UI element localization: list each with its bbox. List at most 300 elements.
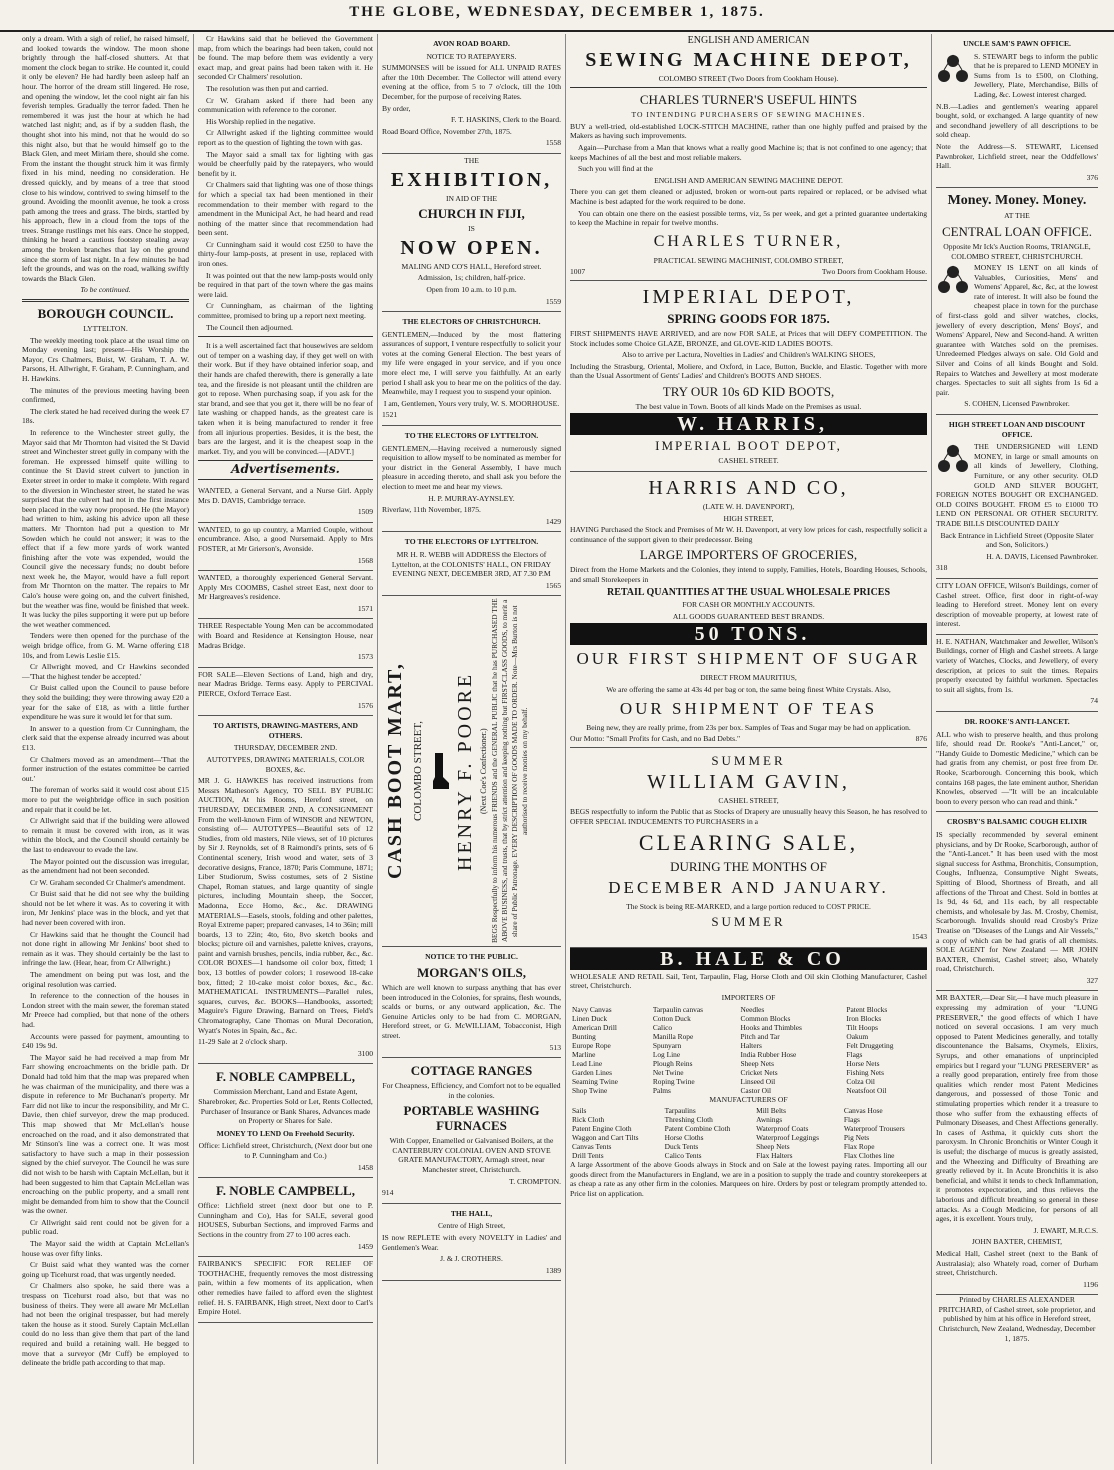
classified-ad — [198, 668, 373, 716]
oils-ad — [382, 947, 561, 1058]
ad-title: IMPERIAL DEPOT, — [642, 285, 855, 308]
divider — [570, 87, 927, 88]
ad-address: HIGH STREET, — [723, 513, 774, 523]
election-ad — [382, 532, 561, 596]
article-paragraph: Cr Buist called upon the Council to pause before they sold the building; they were throwing away £20 a year for the sake of £18, as with a little further expenditure he was sure it would let for that sum. — [22, 683, 189, 722]
ad-heading: SUMMER — [711, 914, 786, 930]
table-cell: Cotton Duck — [652, 1013, 691, 1023]
soap-advert: It is a well ascertained fact that housewives are seldom out of temper on a washing day, if they get well on with their work. But if they have obtained inferior soap, and their hands are chafed therewith, there is generally a late tea, and the fireside is not pleasant until the children are got to repose. When purchasing soap, if you ask for the star brand, and see that you get it, there will be no fear of late washing or chapped hands, as the greatest care is taken when it is being manufactured to render it free from all injurious properties. Besides, it is the best, the bars are the largest, and it is the cheapest soap in the market. Try, and you will be convinced.—[ADVT.] — [198, 341, 373, 456]
article-paragraph: In reference to the connection of the houses in London street with the main sewer, the foreman stated Mr Preece had complied, but that none of the others had. — [22, 991, 189, 1029]
nathan-ad — [936, 635, 1098, 712]
ad-number: 327 — [1086, 975, 1098, 985]
columns — [18, 34, 1102, 1464]
ad-heading: ENGLISH AND AMERICAN — [687, 35, 810, 46]
table-cell: Manilla Rope — [652, 1031, 694, 1041]
article-paragraph: Cr Chalmers moved as an amendment—'That the former instruction of the estates committee be carried out.' — [22, 754, 189, 783]
high-street-loan-ad — [936, 415, 1098, 579]
ad-date: THURSDAY, DECEMBER 2ND. — [233, 743, 338, 753]
article-paragraph: Cr Allwright moved, and Cr Hawkins seconded—'That the highest tender be accepted.' — [22, 662, 189, 681]
ad-text: MR H. R. WEBB will ADDRESS the Electors of Lyttelton, at the COLONISTS' HALL, ON FRIDAY EVENING NEXT, DECEMBER 3RD, AT 7.30 P.M — [391, 549, 552, 579]
ad-number: 914 — [382, 1188, 394, 1198]
article-paragraph: In answer to a question from Cr Cunningham, the clerk said that the expense already incurred was about £13. — [22, 723, 189, 752]
ad-address: CASHEL STREET, — [718, 795, 779, 805]
ad-subheading: Centre of High Street, — [437, 1221, 506, 1231]
table-cell: Garden Lines — [572, 1067, 613, 1077]
article-paragraph: The clerk stated he had received during the week £7 18s. — [22, 406, 189, 426]
article-paragraph: The Mayor said a small tax for lighting with gas would be cheerfully paid by the ratepayers, who would benefit by it. — [198, 149, 373, 178]
ad-text: IN AID OF THE — [445, 193, 498, 203]
ad-text: FIRST SHIPMENTS HAVE ARRIVED, and are now FOR SALE, at Prices that will DEFY COMPETITION. The Stock includes some Choice GLAZE, BRONZE, and GLOVE-KID LADIES BOOTS. — [570, 328, 927, 348]
table-cell: Awnings — [756, 1115, 783, 1125]
ad-subheading: OUR SHIPMENT OF TEAS — [619, 698, 878, 718]
ad-number: 1576 — [357, 700, 373, 710]
table-cell: Lead Line — [572, 1058, 603, 1068]
ad-text: WHOLESALE AND RETAIL Sail, Tent, Tarpaulin, Flag, Horse Cloth and Oil skin Clothing Manufacturer, Cashel street, Christchurch. — [570, 971, 927, 991]
ad-text: MONEY IS LENT on all kinds of Valuables, Curiosities, Mens' and Womens' Apparel, &c, &c, at the lowest rate of interest. It will also be found the cheapest place in town for the purchase of first-class gold and silver watches, clocks, jewellery of every description, Mens' Boys', and Womens' Apparel, New and Second-hand. A written guarantee with Watches sold on the premises. Unredeemed Pledges always on sale. Old Gold and Silver and Coins of all kinds Bought and Sold. Repairs to Watches and Jewellery at most moderate charges. Spectacles to suit all sights from 1s 6d a pair. — [936, 263, 1098, 397]
table-cell: Horse Nets — [846, 1058, 880, 1068]
ad-text: BEGS Respectfully to inform his numerous FRIENDS and the GENERAL PUBLIC that he has PURCHASED THE ABOVE BUSINESS, and trusts, that by strict attention and keeping nothing but FIRST-CLASS GOODS, to merit a share of Public Patronage. EVERY DESCRIPTION OF GOODS MADE TO ORDER. Note—Mrs Burton is not authorised to receive monies on my behalf. — [490, 599, 529, 944]
table-row — [570, 1014, 927, 1023]
table-cell: Sheep Nets — [740, 1058, 774, 1068]
article-paragraph: The amendment on being put was lost, and the original resolution was carried. — [22, 970, 189, 989]
table-cell: Halters — [740, 1040, 762, 1050]
ad-title: Money. Money. Money. — [947, 193, 1087, 209]
article-paragraph: Cr W. Graham asked if there had been any communication with reference to the coroner. — [198, 95, 373, 115]
ad-number: 1429 — [545, 516, 561, 526]
ad-heading: CENTRAL LOAN OFFICE. — [941, 223, 1093, 239]
ad-subheading: SPRING GOODS FOR 1875. — [667, 310, 830, 326]
ad-text: ALL GOODS GUARANTEED BEST BRANDS. — [672, 611, 825, 621]
cough-elixir-ad — [936, 812, 1098, 991]
ad-text: GENTLEMEN,—Induced by the most flattering assurances of support, I venture respectfully to solicit your votes at the coming General Election. The best years of my life were engaged in your service, and if you once more elect me, I will serve you faithfully. At an early period I shall ask you to hear me on the politics of the day. Meanwhile, may I request you to suspend your opinion. — [382, 329, 561, 397]
article-paragraph: Cr W. Graham seconded Cr Chalmer's amendment. — [30, 877, 186, 887]
ad-signature: F. T. HASKINS, Clerk to the Board. — [450, 115, 561, 125]
table-cell: Roping Twine — [652, 1076, 695, 1086]
advertisements-heading: Advertisements. — [231, 462, 340, 477]
table-cell: Neatsfoot Oil — [846, 1085, 887, 1095]
ad-heading: CROSBY'S BALSAMIC COUGH ELIXIR — [946, 817, 1088, 827]
table-row — [570, 1050, 927, 1059]
ad-number: 876 — [915, 734, 927, 744]
ad-address: MALING AND CO'S HALL, Hereford street. — [401, 261, 542, 271]
ad-subheading: AUTOTYPES, DRAWING MATERIALS, COLOR BOXES, &c. — [206, 755, 365, 774]
table-cell: Rick Cloth — [572, 1115, 605, 1125]
ad-address: COLOMBO STREET (Two Doors from Cookham House). — [658, 73, 839, 83]
ad-text: Direct from the Home Markets and the Colonies, they intend to supply, Families, Hotels, Boarding Houses, Schools, and small Storekeepers in — [570, 565, 927, 585]
city-loan-ad — [936, 579, 1098, 635]
article-paragraph: Cr Hawkins said that he thought the Council had not done right in allowing Mr Jenkins' boot shed to remain as it was. They should certainly be the last to infringe the law. (Hear, hear, from Cr Allwright.) — [22, 929, 189, 968]
ad-subheading: TRY OUR 10s 6D KID BOOTS, — [662, 383, 835, 399]
ad-text: WANTED, a thoroughly experienced General Servant. Apply Mrs COOMBS, Cashel street East, next door to Mr Hargreaves's residence. — [198, 573, 373, 602]
ad-text: You can obtain one there on the easiest possible terms, viz, 5s per week, and get a printed guarantee undertaking to keep the Machine in repair for twelve months. — [570, 208, 927, 228]
table-cell: Mill Belts — [756, 1106, 786, 1116]
table-cell: Calico — [652, 1022, 673, 1032]
ad-heading: F. NOBLE CAMPBELL, — [216, 1069, 355, 1085]
ad-title: CLEARING SALE, — [638, 829, 859, 855]
ad-text: THE — [464, 155, 479, 165]
table-cell: Tilt Hoops — [846, 1022, 878, 1032]
ad-title: W. HARRIS, — [570, 413, 927, 435]
ad-text: S. STEWART begs to inform the public that he is prepared to LEND MONEY in Sums from 1s to £500, on Clothing, Jewellery, Plate, Merchandise, Bills of Lading, &c. Lowest interest charged. — [974, 51, 1098, 99]
ad-heading: DR. ROOKE'S ANTI-LANCET. — [964, 717, 1070, 727]
ad-text: MR J. G. HAWKES has received instructions from Messrs Matheson's Agency, TO SELL BY PUBLIC AUCTION, At his Rooms, Hereford street, on THURSDAY, DECEMBER 2ND, A CONSIGNMENT From the well-known Firm of WINSOR and NEWTON, consisting of— AUTOTYPES—Beautiful sets of 12 Studies, from old masters, Nile views, set of 10 pictures by Sir J. Reynolds, set of 8 Raimondi's prints, sets of 6 Continental scenery, Irish wood and water, sets of 3 decorative designs, France, 1870; Paris Commune, 1871; Liber Studiorum, Swiss costumes, sets of 2 Sistine Chapel, Roman statues, and large quantity of single pictures, including Mountain sheep, the Soccer, Madonna, Ecce Homo, &c., &c. DRAWING MATERIALS—Easels, stools, folding and other palettes, Royal Extreme paper; prepared canvases, 14 to 36in; mill boards, 13 to 22in; 4to, 6to, 8vo sketch books and blocks; picture oil and varnishes, palette knives, crayons, paint and varnish brushes, pencils, india rubber, &c., &c. COLOR BOXES—1 handsome oil color box, fitted; 1 box, 13 bottles of powder colors; 1 rosewood 18-cake box, fitted; 2 10-cake moist color boxes, &c., &c. MATHEMATICAL INSTRUMENTS—Parallel rules, squares, curves, &c. BOOKS—Handbooks, assorted; Maguire's Figure Drawing, Barnard on Trees, Field's Chromatography, Cane Thomas on Mural Decoration, Wyatt's Notes in Spain, &c., &c. — [198, 776, 373, 1035]
ad-signature: T. CROMPTON. — [509, 1176, 561, 1186]
ad-footer-row — [570, 267, 927, 277]
article-paragraph: The Mayor said he had received a map from Mr Farr showing encroachments on the bridle path. Dr Donald had told him that the map was prepared when he was chairman of the municipality, and there was a dispute in reference to Mr Buchanan's property. Mr Farr did not like to incur the responsibility, and Mr C. Davie, then chief surveyor, drew the map produced. This map showed that Mr McLellan's house encroached on the road, and it also demonstrated that Mr Stinson's line was a correct one. It was most satisfactory to have such a map in their possession signed by the chief surveyor. The Council he was sure did not wish to be harsh with Captain McLellan, but it had been suggested to him that Captain McLellan was encroaching on the public property, and a small rent might be demanded from him to show that the Council was the owner. — [22, 1052, 189, 1216]
boot-icon — [428, 596, 452, 946]
ad-number: 1568 — [357, 555, 373, 565]
ad-number: 1459 — [357, 1241, 373, 1251]
ad-text: Also to arrive per Lactura, Novelties in Ladies' and Children's WALKING SHOES, — [621, 350, 876, 360]
table-row — [570, 1032, 927, 1041]
article-paragraph: Cr Hawkins said that he believed the Government map, from which the bearings had been taken, could not be found. The map before them was evidently a very exact map, and great pains had been taken with it. He seconded Cr Chalmers' resolution. — [198, 34, 373, 82]
ad-title: 50 TONS. — [570, 623, 927, 645]
auction-ad — [198, 716, 373, 1064]
table-cell: Threshing Cloth — [664, 1115, 713, 1125]
ad-number: 1565 — [545, 580, 561, 590]
ad-subheading: MORGAN'S OILS, — [416, 964, 527, 980]
ad-text: Commission Merchant, Land and Estate Agent, Sharebroker, &c. Properties Sold or Let, Rents Collected, Purchaser of Insurance or Bank Shares, Advances made on Property or Shares for Sale. — [198, 1087, 373, 1126]
ad-text: A large Assortment of the above Goods always in Stock and on Sale at the lowest paying rates. Importing all our goods direct from the Manufacturers in England, we are in a position to supply the trade and country storekeepers at as cheap a rate as any other firm in the colonies. Marquees on hire. Orders by post or telegram promptly attended to. Price list on application. — [570, 1160, 927, 1198]
ad-heading: TO ARTISTS, DRAWING-MASTERS, AND OTHERS. — [213, 721, 358, 740]
ad-text: FOR CASH OR MONTHLY ACCOUNTS. — [682, 600, 815, 610]
ad-signature: S. COHEN, Licensed Pawnbroker. — [964, 399, 1070, 409]
ad-text: The best value in Town. Boots of all kinds Made on the Premises as usual. — [635, 401, 862, 411]
ad-text: AT THE — [1004, 211, 1030, 221]
ad-subheading: MANUFACTURERS OF — [709, 1094, 788, 1104]
ad-text: ENGLISH AND AMERICAN SEWING MACHINE DEPOT. — [654, 175, 843, 185]
ad-heading: AVON ROAD BOARD. — [433, 39, 510, 48]
pawnbroker-balls-icon — [936, 442, 970, 482]
exhibition-ad — [382, 154, 561, 312]
ad-heading: HENRY F. POORE — [454, 671, 476, 871]
table-row — [570, 1142, 927, 1151]
article-paragraph: Cr Cunningham, as chairman of the lighting committee, promised to bring up a report next meeting. — [198, 301, 373, 321]
section-subtitle: LYTTELTON. — [83, 324, 128, 334]
table-cell: Europe Rope — [572, 1040, 611, 1050]
article-paragraph: The weekly meeting took place at the usual time on Monday evening last; present—His Worship the Mayor, Crs Chalmers, Buist, W. Graham, T. A. W. Parsons, H. Allwright, F. Graham, P. Cunningham, and H. Hawkins. — [22, 335, 189, 383]
ad-signature: J. EWART, M.R.C.S. — [1033, 1225, 1098, 1235]
ad-heading: SUMMER — [711, 752, 786, 768]
ad-number: 1558 — [545, 138, 561, 148]
ad-footer: Two Doors from Cookham House. — [821, 267, 927, 277]
ad-subheading: TO INTENDING PURCHASERS OF SEWING MACHINES. — [631, 110, 866, 120]
ad-text: IS specially recommended by several eminent physicians, and by Dr Rooke, Scarborough, author of the "Anti-Lancet." It has been used with the most signal success for Asthma, Bronchitis, Consumption, Coughs, Influenza, Consumptive Night Sweats, Spitting of Blood, Shortness of Breath, and all affections of the Throat and Chest. Sold in bottles at 1s 9d, 4s 6d, and 11s each, by all respectable chemists, and wholesale by Jas. M. Crosby, Chemist, Scarborough. Invalids should read Crosby's Prize Treatise on "Diseases of the Lungs and Air Vessels," a copy of which can be had gratis of all chemists. SOLE AGENT for New Zealand — MR JOHN BAXTER, Chemist, Cashel street; also, Whately road, Christchurch. — [936, 829, 1098, 974]
table-cell: Bunting — [572, 1031, 596, 1041]
table-cell: American Drill — [572, 1022, 617, 1032]
ad-subheading: (Next Coe's Confectioner.) — [479, 728, 488, 815]
divider — [22, 299, 189, 302]
table-cell: Log Line — [652, 1049, 681, 1059]
article-paragraph: The resolution was then put and carried. — [206, 83, 329, 93]
ad-text: GENTLEMEN,—Having received a numerously signed requisition to allow myself to be nominated as member for your district in the General Assembly, I have much pleasure in acceding thereto, and shall ask you before the election to meet me and hear my views. — [382, 443, 561, 491]
table-cell: Horse Cloths — [664, 1133, 704, 1143]
ad-text: Open from 10 a.m. to 10 p.m. — [426, 284, 517, 294]
table-row — [570, 1115, 927, 1124]
column-4 — [566, 34, 932, 1464]
ad-number: 513 — [549, 1042, 561, 1052]
masthead: THE GLOBE, WEDNESDAY, DECEMBER 1, 1875. — [0, 4, 1114, 32]
table-cell: Waterproof Leggings — [756, 1133, 819, 1143]
ad-heading: CASH BOOT MART, — [384, 662, 406, 880]
table-cell: Pitch and Tar — [740, 1031, 780, 1041]
table-cell: Linen Duck — [572, 1013, 608, 1023]
table-cell: India Rubber Hose — [740, 1049, 797, 1059]
ad-subheading: CHURCH IN FIJI, — [418, 206, 525, 222]
table-row — [570, 1068, 927, 1077]
gavin-ad — [570, 748, 927, 948]
election-ad — [382, 312, 561, 426]
table-row — [570, 1133, 927, 1142]
table-cell: Seaming Twine — [572, 1076, 618, 1086]
table-cell: Marline — [572, 1049, 596, 1059]
ad-signature: H. A. DAVIS, Licensed Pawnbroker. — [986, 551, 1098, 561]
article-paragraph: Accounts were passed for payment, amounting to £40 19s 9d. — [22, 1031, 189, 1051]
table-cell: Spunyarn — [652, 1040, 682, 1050]
ad-subheading: PORTABLE WASHING FURNACES — [403, 1103, 540, 1134]
ad-text: PRACTICAL SEWING MACHINIST, COLOMBO STREET, — [653, 255, 844, 265]
ad-address: Office: Lichfield street, Christchurch, (Next door but one to P. Cunningham and Co.) — [198, 1141, 373, 1160]
ad-text: BUY a well-tried, old-established LOCK-STITCH MACHINE, rather than one highly puffed and praised by the Makers as having such improvements. — [570, 121, 927, 141]
ad-number: 1458 — [357, 1162, 373, 1172]
ad-text: Including the Strasburg, Oriental, Moliere, and Oxford, in Lace, Button, Buckle, and Elastic. Together with more than the Usual Assortment of Gents' Ladies' and Children's BOOTS AND SHOES. — [570, 361, 927, 381]
table-cell: Tarpaulins — [664, 1106, 696, 1116]
ad-text: FAIRBANK'S SPECIFIC FOR RELIEF OF TOOTHACHE, frequently removes the most distressing pain, within a few moments of its application, when other remedies have failed to afford even the slightest relief. H. S. FAIRBANK, High street, Next door to Carl's Empire Hotel. — [198, 1259, 373, 1317]
table-cell: Navy Canvas — [572, 1004, 612, 1014]
ad-date: Riverlaw, 11th November, 1875. — [382, 505, 481, 515]
ad-heading: JOHN BAXTER, CHEMIST, — [971, 1237, 1063, 1247]
table-cell: Drill Tents — [572, 1151, 604, 1161]
ad-title: SEWING MACHINE DEPOT, — [585, 48, 912, 71]
classified-ad — [198, 571, 373, 619]
divider — [198, 479, 373, 480]
ad-text: Such you will find at the — [578, 164, 653, 174]
lung-preserver-ad — [936, 991, 1098, 1295]
ad-number: 1521 — [382, 410, 398, 420]
table-cell: Sails — [572, 1106, 587, 1116]
table-cell: Hooks and Thimbles — [740, 1022, 802, 1032]
ad-footer-row — [570, 734, 927, 744]
table-cell: Flax Rope — [843, 1142, 875, 1152]
hall-ad — [382, 1204, 561, 1282]
ad-heading: UNCLE SAM'S PAWN OFFICE. — [963, 39, 1071, 48]
ad-subheading: NOTICE TO RATEPAYERS. — [426, 51, 517, 61]
ad-address: Back Entrance in Lichfield Street (Opposite Slater and Son, Solicitors.) — [940, 530, 1094, 550]
column-2 — [194, 34, 378, 1464]
campbell-ad — [198, 1178, 373, 1257]
printer-imprint: Printed by CHARLES ALEXANDER PRITCHARD, of Cashel street, sole proprietor, and published by him at his office in Hereford street, Christchurch, New Zealand, Wednesday, December 1, 1875. — [938, 1295, 1096, 1343]
ad-address: CASHEL STREET. — [718, 456, 779, 466]
section-title: BOROUGH COUNCIL. — [37, 306, 174, 322]
ad-number: 1559 — [545, 296, 561, 306]
imports-table — [570, 1005, 927, 1095]
ad-number: 1543 — [911, 932, 927, 942]
table-cell: Patent Combine Cloth — [664, 1124, 731, 1134]
ad-text: HAVING Purchased the Stock and Premises of Mr W. H. Davenport, at very low prices for cash, respectfully solicit a continuance of the support given to their predecessor. Being — [570, 525, 927, 544]
table-row — [570, 1023, 927, 1032]
ad-title: HARRIS AND CO, — [648, 477, 849, 500]
ad-number: 1007 — [570, 267, 586, 277]
ad-heading: TO THE ELECTORS OF LYTTELTON. — [404, 537, 539, 547]
article-paragraph: Cr Buist said what they wanted was the corner going up Ticehurst road, that was urgently needed. — [22, 1260, 189, 1279]
ad-text: THE UNDERSIGNED will LEND MONEY, in large or small amounts on all kinds of Jewellery, Clothing, Furniture, or any other security. OLD GOLD AND SILVER BOUGHT, FOREIGN NOTES BOUGHT OR EXCHANGED. OLD COINS BOUGHT. FROM £5 to £1000 TO LEND ON PERSONAL OR OTHER SECURITY. TRADE BILLS DISCOUNTED DAILY — [936, 442, 1098, 528]
hale-ad — [570, 948, 927, 1199]
ad-text: ALL who wish to preserve health, and thus prolong life, should read Dr. Rooke's "Anti-Lancet," or, "Handy Guide to Domestic Medicine," which can be had gratis from any chemist, or post free from Dr. Rooke, Scarborough. Concerning this book, which contains 168 pages, the late eminent author, Sheridan Knowles, observed —"It will be an incalculable boon to every person who can read and think." — [936, 729, 1098, 806]
table-row — [570, 1106, 927, 1115]
ad-text: FOR SALE—Eleven Sections of Land, high and dry, near Madras Bridge. Terms easy. Apply to PERCIVAL PIERCE, Oxford Terrace East. — [198, 669, 373, 699]
ad-text: Admission, 1s; children, half-price. — [417, 273, 526, 283]
ad-heading: EXHIBITION, — [390, 168, 553, 191]
ad-text: There you can get them cleaned or adjusted, broken or worn-out parts repaired or replaced, or be advised what Machine is best adapted for the work required to be done. — [570, 187, 927, 206]
ad-text: THREE Respectable Young Men can be accommodated with Board and Residence at Kensington House, near Madras Bridge. — [198, 621, 373, 650]
article-paragraph: The Mayor said the width at Captain McLellan's house was over fifty links. — [22, 1239, 189, 1258]
manufactures-table — [570, 1106, 927, 1160]
ad-heading: COTTAGE RANGES — [410, 1063, 533, 1079]
table-cell: Flags — [846, 1049, 863, 1059]
table-cell: Duck Tents — [664, 1142, 699, 1152]
column-3 — [378, 34, 566, 1464]
table-row — [570, 1059, 927, 1068]
ad-heading: TO THE ELECTORS OF LYTTELTON. — [404, 431, 539, 441]
fairbank-ad — [198, 1257, 373, 1323]
table-cell: Canvas Tents — [572, 1142, 612, 1152]
article-paragraph: Cr Chalmers also spoke, he said there was a trespass on Ticehurst road also, but that was no business of theirs. They were all aware Mr McLellan had not been the original trespasser, but had merely taken the house as it stood. Surely Captain McLellan could do no less than give them that part of the land required and build a retaining wall. He begged to move that a surveyor (Mr Cuff) be employed to delineate the bridle path according to that map. — [22, 1281, 189, 1368]
ad-signature: I am, Gentlemen, Yours very truly, W. S. MOORHOUSE. — [383, 398, 560, 408]
ad-number: 3100 — [357, 1048, 373, 1058]
ad-text: Which are well known to surpass anything that has ever been introduced in the Colonies, for sprains, flesh wounds, scalds or burns, or any outward application, &c. The Genuine Articles only to be had from C. MORGAN, Hereford street, or G. McWILLIAM, Tobacconist, High street. — [382, 982, 561, 1040]
article-paragraph: Tenders were then opened for the purchase of the weigh bridge office, from G. M. Warne offering £18 10s, and from Lewis Leslie £15. — [22, 631, 189, 660]
ad-text: N.B.—Ladies and gentlemen's wearing apparel bought, sold, or exchanged. A large quantity of new and secondhand jewellery of all descriptions to be sold cheap. — [936, 101, 1098, 140]
table-cell: Flax Halters — [756, 1151, 793, 1161]
ad-subheading: DECEMBER AND JANUARY. — [608, 877, 889, 897]
ad-address: Medical Hall, Cashel street (next to the Bank of Australasia); also Whately road, corner of Durham street, Christchurch. — [936, 1248, 1098, 1278]
table-cell: Felt Druggeting — [846, 1040, 894, 1050]
ad-text: DIRECT FROM MAURITIUS, — [700, 673, 797, 683]
ad-signature: H. P. MURRAY-AYNSLEY. — [428, 493, 515, 503]
article-paragraph: The Council then adjourned. — [206, 322, 293, 332]
article-paragraph: It was pointed out that the new lamp-posts would only be required in that part of the town where the gas mains were laid. — [198, 270, 373, 299]
ad-subheading: MONEY TO LEND On Freehold Security. — [216, 1128, 355, 1138]
ad-text: (LATE W. H. DAVENPORT), — [702, 502, 795, 512]
table-cell: Calico Tents — [664, 1151, 702, 1161]
table-cell: Shop Twine — [572, 1085, 608, 1095]
column-5 — [932, 34, 1102, 1464]
article-paragraph: The minutes of the previous meeting having been confirmed, — [22, 385, 189, 405]
table-cell: Common Blocks — [740, 1013, 791, 1023]
ad-text: IS now REPLETE with every NOVELTY in Ladies' and Gentlemen's Wear. — [382, 1233, 561, 1252]
anti-lancet-ad — [936, 712, 1098, 812]
ad-number: 1571 — [357, 603, 373, 613]
ad-text: MR BAXTER,—Dear Sir,—I have much pleasure in expressing my admiration of your "LUNG PRESERVER," the good effects of which I have noticed on several occasions. I am very much opposed to Patent Medicines generally, and totally discountenance the Balsams, Oxymels, Elixirs, Syrups, and other emanations of unprincipled empirics but I regard your "LUNG PRESERVER" as a really good preparation, entirely free from those qualities which render most Patent Medicines dangerous, and possessed of those Tonic and stimulating properties which render it a treasure to those who suffer from the exhausting effects of Pulmonary Diseases, and Chest Affections generally. In cases of Asthma, it quickly cuts short the paroxysm. In Chronic Bronchitis or Winter Cough it is useful; the discharge of mucus is greatly assisted, and the Wheezing and Difficulty of Breathing are greatly relieved by it. In Acute Bronchitis it is also beneficial, and whilst it tends to check Inflammation, it promotes expectoration, and thus relieves the laborious and difficult breathing so general in these attacks. As a Cough Medicine, for persons of all ages, it is excellent. Yours truly, — [936, 993, 1098, 1224]
table-row — [570, 1151, 927, 1160]
ad-subheading: COLOMBO STREET, — [412, 721, 424, 822]
table-cell: Castor Oil — [740, 1085, 772, 1095]
table-row — [570, 1077, 927, 1086]
table-cell: Cricket Nets — [740, 1067, 778, 1077]
ad-subheading: DURING THE MONTHS OF — [670, 858, 827, 874]
article-paragraph: In reference to the Winchester street gully, the Mayor said that Mr Thornton had visited the St David street and Winchester street gully in company with the foreman. He expressed himself quite willing to continue the St David street culvert to junction in Exeter street in order to make it complete. With regard to the diversion in Winchester street, he stated he was surprised that the culvert had not in the first instance been placed in the way now proposed. He (the Mayor) had written to him, asking his advice upon all these matters. Mr Thornton had put a question to Mr Sowden which he could not answer; it was to the effect that if a few more yards of work wanted finishing after the vote was expended, would the Council give the necessary funds; no doubt before next week he, the Mayor, would have a full report from Mr Thornton on the matter. The repairs to Mr Calo's house were going on, and the culvert finished, but the weather was fine, would be finished that week. It was lucky the piles supporting it were put up before the wet weather commenced. — [22, 427, 189, 629]
ad-subheading: IMPERIAL BOOT DEPOT, — [655, 438, 842, 454]
table-cell: Net Twine — [652, 1067, 684, 1077]
divider — [198, 460, 373, 461]
ad-text: Being new, they are really prime, from 23s per box. Samples of Teas and Sugar may be had on application. — [586, 722, 911, 732]
ad-heading: NOW OPEN. — [400, 236, 543, 259]
table-cell: Fishing Nets — [846, 1067, 884, 1077]
table-cell: Tarpaulin canvas — [652, 1004, 703, 1014]
ad-subheading: OUR FIRST SHIPMENT OF SUGAR — [576, 649, 921, 669]
ad-address: Road Board Office, November 27th, 1875. — [382, 126, 512, 136]
column-1 — [18, 34, 194, 1464]
classified-ad — [198, 523, 373, 571]
election-ad — [382, 426, 561, 532]
ad-subheading: LARGE IMPORTERS OF GROCERIES, — [639, 547, 858, 563]
article-paragraph: Cr Allwright asked if the lighting committee would report as to the question of lighting the town with gas. — [198, 128, 373, 147]
ad-subheading: RETAIL QUANTITIES AT THE USUAL WHOLESALE PRICES — [606, 586, 891, 598]
ad-text: By order, — [382, 103, 411, 113]
ad-number: 1509 — [357, 507, 373, 517]
table-row — [570, 1041, 927, 1050]
ad-text: Again—Purchase from a Man that knows what a really good Machine is; that is not confined to one agency; that keeps Machines of all the best and most reliable makers. — [570, 142, 927, 162]
boot-mart-ad — [382, 596, 561, 947]
table-cell: Patent Blocks — [846, 1004, 888, 1014]
ad-text: H. E. NATHAN, Watchmaker and Jeweller, Wilson's Buildings, corner of High and Cashel streets. A large variety of Watches, Clocks, and Jewellery, of every description, at prices to suit the times. Repairs properly executed by faithful workmen. Spectacles to suit all sights, from 1s. — [936, 636, 1098, 694]
road-board-ad — [382, 34, 561, 154]
classified-ad — [198, 484, 373, 523]
table-cell: Canvas Hose — [843, 1106, 883, 1116]
article-paragraph: Cr Allwright said rent could not be given for a public road. — [22, 1217, 189, 1237]
ad-text: WANTED, to go up country, a Married Couple, without encumbrance. Also, a good Nursemaid. Apply to Mrs FOSTER, at Mr Grierson's, Avonside. — [198, 524, 373, 553]
table-cell: Linseed Oil — [740, 1076, 776, 1086]
ad-text: The Stock is being RE-MARKED, and a large portion reduced to COST PRICE. — [626, 901, 871, 911]
article-paragraph: Cr Chalmers said that lighting was one of those things for which a special tax had been mentioned in their recommendation to their member with regard to the amendment in the Municipal Act, he had heard and read nothing of the matter since that recommendation had been sent. — [198, 180, 373, 238]
ad-text: We are offering the same at 43s 4d per bag or ton, the same being finest White Crystals. Also, — [606, 685, 891, 694]
ad-text: CITY LOAN OFFICE, Wilson's Buildings, corner of Cashel street. Office, first door in right-of-way leading to Hereford street. Money lent on every description of moveable property, at lowest rate of interest. — [936, 580, 1098, 629]
table-cell: Colza Oil — [846, 1076, 875, 1086]
pawnbroker-balls-icon — [936, 263, 970, 303]
table-cell: Plough Reins — [652, 1058, 693, 1068]
article-paragraph: Cr Cunningham said it would cost £250 to have the thirty-four lamp-posts, at present in use, replaced with iron ones. — [198, 239, 373, 269]
ad-title: WILLIAM GAVIN, — [647, 770, 850, 793]
article-paragraph: Cr Buist said that he did not see why the building should not be let where it was. As to covering it with iron, Mr Jenkins' place was in the block, and yet that had never been covered with iron. — [22, 889, 189, 928]
ad-footer: 11-29 Sale at 2 o'clock sharp. — [198, 1037, 288, 1047]
pawnbroker-balls-icon — [936, 52, 970, 92]
divider — [198, 336, 373, 337]
ad-text: BEGS respectfully to inform the Public that as Stocks of Drapery are unusually heavy this Season, he has resolved to OFFER SPECIAL INDUCEMENTS TO PURCHASERS in a — [570, 807, 927, 826]
table-cell: Patent Engine Cloth — [572, 1124, 632, 1134]
ad-subheading: CHARLES TURNER'S USEFUL HINTS — [639, 92, 858, 108]
ad-motto: Our Motto: "Small Profits for Cash, and no Bad Debts." — [570, 734, 741, 744]
ad-signature: CHARLES TURNER, — [653, 232, 844, 250]
pawn-office-ad — [936, 34, 1098, 188]
sewing-machine-ad — [570, 34, 927, 281]
table-cell: Iron Blocks — [846, 1013, 882, 1023]
ad-number: 376 — [1086, 172, 1098, 182]
table-cell: Oakum — [846, 1031, 869, 1041]
table-cell: Waggon and Cart Tilts — [572, 1133, 639, 1143]
continued-note: To be continued. — [80, 285, 131, 295]
table-row — [570, 1005, 927, 1014]
table-cell: Sheep Nets — [756, 1142, 790, 1152]
table-cell: Needles — [740, 1004, 765, 1014]
table-cell: Flax Clothes line — [843, 1151, 895, 1161]
campbell-ad — [198, 1064, 373, 1178]
ad-number: 74 — [1090, 696, 1098, 706]
ad-number: 1389 — [545, 1265, 561, 1275]
harris-co-ad — [570, 472, 927, 748]
ad-text: SUMMONSES will be issued for ALL UNPAID RATES after the 10th December. The Collector will attend every evening at the office, from 5 to 7 o'clock, till the 10th December, for the purpose of receiving Rates. — [382, 63, 561, 101]
classified-ad — [198, 619, 373, 667]
table-cell: Flags — [843, 1115, 860, 1125]
